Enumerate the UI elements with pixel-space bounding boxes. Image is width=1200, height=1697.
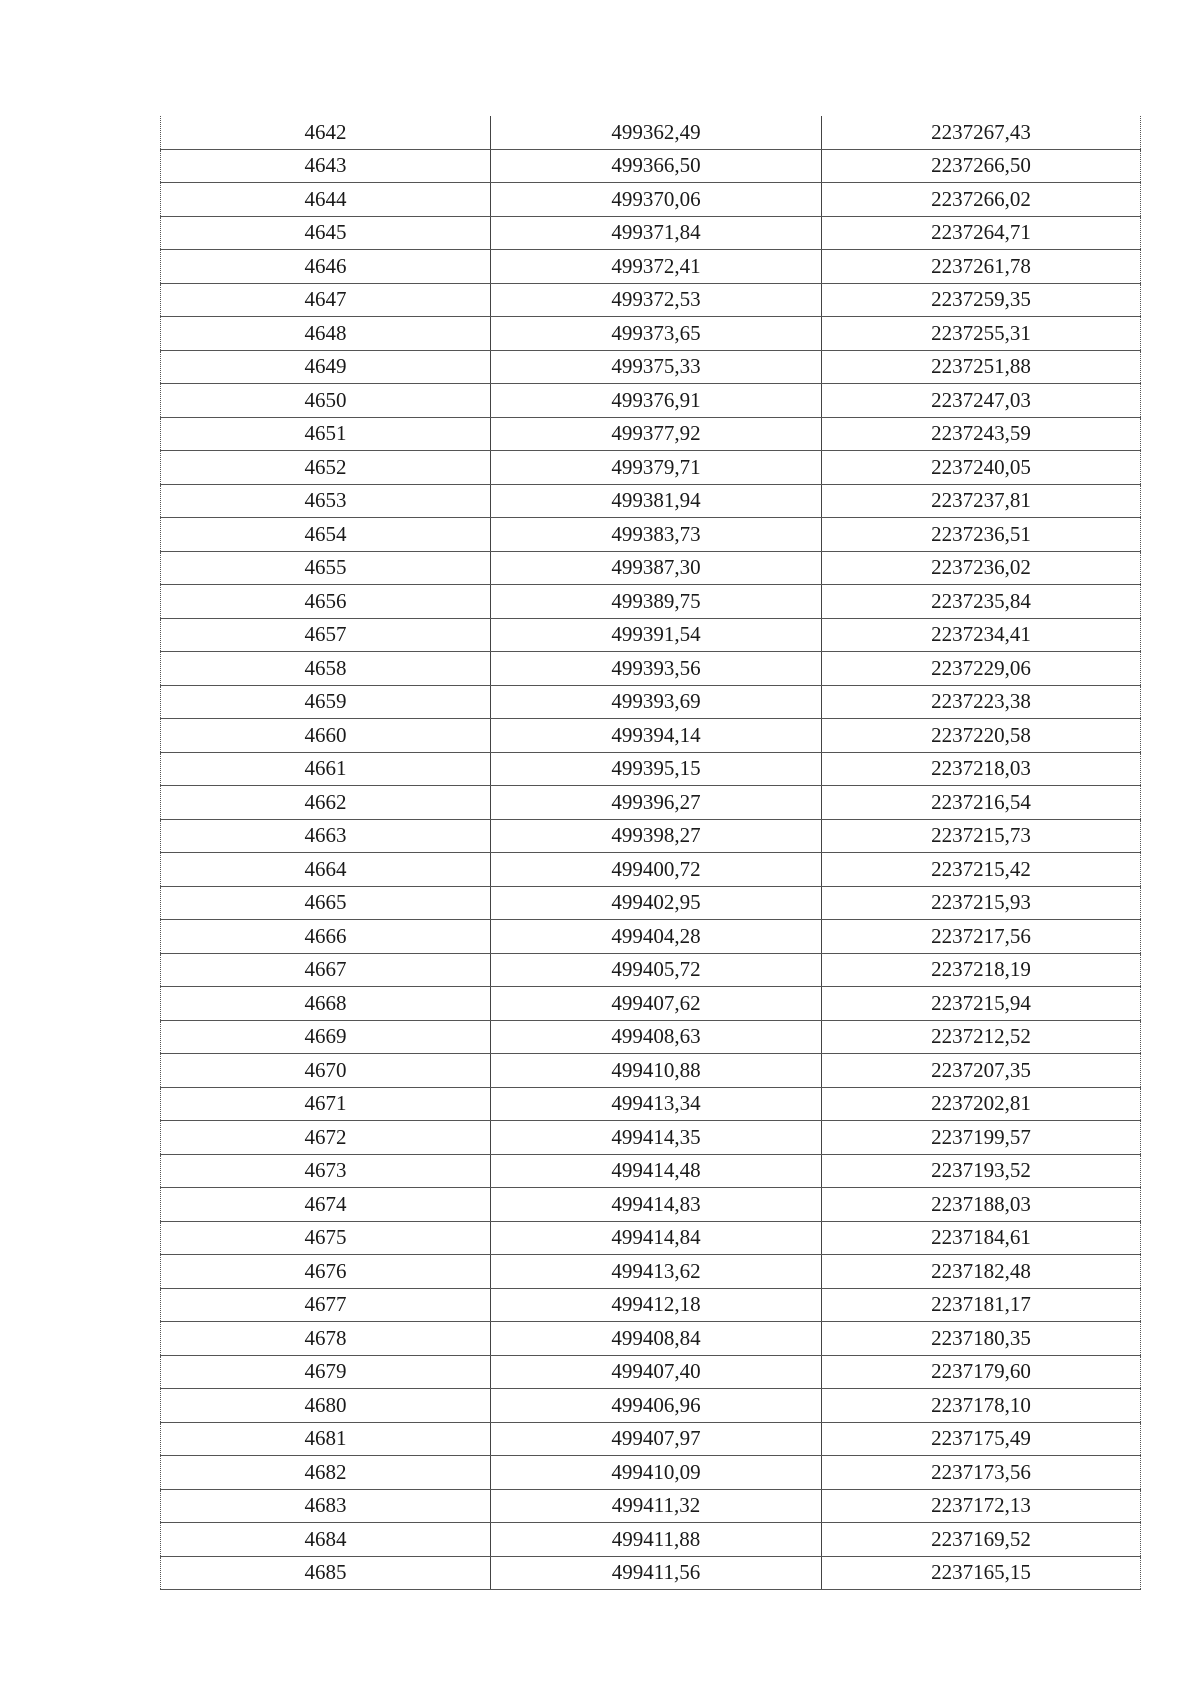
x-coordinate-cell: 499362,49	[491, 116, 822, 149]
y-coordinate-cell: 2237188,03	[822, 1188, 1141, 1222]
table-row	[161, 685, 1141, 719]
y-coordinate-cell: 2237237,81	[822, 484, 1141, 518]
x-coordinate-cell: 499407,62	[491, 987, 822, 1021]
y-coordinate-cell: 2237251,88	[822, 350, 1141, 384]
x-coordinate-cell: 499372,53	[491, 283, 822, 317]
table-row	[161, 350, 1141, 384]
table-row	[161, 451, 1141, 485]
point-number-cell: 4658	[161, 652, 491, 686]
point-number-cell: 4672	[161, 1121, 491, 1155]
point-number-cell: 4675	[161, 1221, 491, 1255]
point-number-cell: 4646	[161, 250, 491, 284]
y-coordinate-cell: 2237172,13	[822, 1489, 1141, 1523]
x-coordinate-cell: 499393,56	[491, 652, 822, 686]
point-number-cell: 4657	[161, 618, 491, 652]
x-coordinate-cell: 499394,14	[491, 719, 822, 753]
y-coordinate-cell: 2237181,17	[822, 1288, 1141, 1322]
x-coordinate-cell: 499402,95	[491, 886, 822, 920]
x-coordinate-cell: 499410,88	[491, 1054, 822, 1088]
y-coordinate-cell: 2237234,41	[822, 618, 1141, 652]
table-row	[161, 551, 1141, 585]
point-number-cell: 4663	[161, 819, 491, 853]
y-coordinate-cell: 2237247,03	[822, 384, 1141, 418]
x-coordinate-cell: 499414,83	[491, 1188, 822, 1222]
point-number-cell: 4659	[161, 685, 491, 719]
y-coordinate-cell: 2237243,59	[822, 417, 1141, 451]
table-row	[161, 250, 1141, 284]
point-number-cell: 4656	[161, 585, 491, 619]
y-coordinate-cell: 2237240,05	[822, 451, 1141, 485]
table-row	[161, 1255, 1141, 1289]
table-row	[161, 1221, 1141, 1255]
y-coordinate-cell: 2237229,06	[822, 652, 1141, 686]
point-number-cell: 4642	[161, 116, 491, 149]
coordinates-table	[160, 116, 1141, 1590]
y-coordinate-cell: 2237173,56	[822, 1456, 1141, 1490]
coordinates-table-body	[161, 116, 1141, 1590]
table-row	[161, 283, 1141, 317]
table-row	[161, 1188, 1141, 1222]
point-number-cell: 4664	[161, 853, 491, 887]
table-row	[161, 652, 1141, 686]
x-coordinate-cell: 499407,40	[491, 1355, 822, 1389]
x-coordinate-cell: 499371,84	[491, 216, 822, 250]
y-coordinate-cell: 2237236,02	[822, 551, 1141, 585]
point-number-cell: 4645	[161, 216, 491, 250]
table-row	[161, 149, 1141, 183]
x-coordinate-cell: 499391,54	[491, 618, 822, 652]
table-row	[161, 417, 1141, 451]
table-row	[161, 116, 1141, 149]
point-number-cell: 4670	[161, 1054, 491, 1088]
point-number-cell: 4678	[161, 1322, 491, 1356]
table-row	[161, 1020, 1141, 1054]
table-row	[161, 1556, 1141, 1590]
x-coordinate-cell: 499381,94	[491, 484, 822, 518]
x-coordinate-cell: 499396,27	[491, 786, 822, 820]
point-number-cell: 4654	[161, 518, 491, 552]
table-row	[161, 953, 1141, 987]
x-coordinate-cell: 499413,34	[491, 1087, 822, 1121]
x-coordinate-cell: 499393,69	[491, 685, 822, 719]
x-coordinate-cell: 499387,30	[491, 551, 822, 585]
x-coordinate-cell: 499408,63	[491, 1020, 822, 1054]
table-row	[161, 618, 1141, 652]
y-coordinate-cell: 2237217,56	[822, 920, 1141, 954]
x-coordinate-cell: 499379,71	[491, 451, 822, 485]
table-row	[161, 1523, 1141, 1557]
y-coordinate-cell: 2237182,48	[822, 1255, 1141, 1289]
y-coordinate-cell: 2237235,84	[822, 585, 1141, 619]
table-row	[161, 819, 1141, 853]
table-row	[161, 1121, 1141, 1155]
table-row	[161, 484, 1141, 518]
table-row	[161, 1054, 1141, 1088]
y-coordinate-cell: 2237179,60	[822, 1355, 1141, 1389]
point-number-cell: 4673	[161, 1154, 491, 1188]
x-coordinate-cell: 499411,32	[491, 1489, 822, 1523]
table-row	[161, 585, 1141, 619]
point-number-cell: 4647	[161, 283, 491, 317]
table-row	[161, 183, 1141, 217]
point-number-cell: 4684	[161, 1523, 491, 1557]
x-coordinate-cell: 499410,09	[491, 1456, 822, 1490]
point-number-cell: 4676	[161, 1255, 491, 1289]
table-row	[161, 1355, 1141, 1389]
y-coordinate-cell: 2237207,35	[822, 1054, 1141, 1088]
x-coordinate-cell: 499370,06	[491, 183, 822, 217]
y-coordinate-cell: 2237193,52	[822, 1154, 1141, 1188]
x-coordinate-cell: 499376,91	[491, 384, 822, 418]
point-number-cell: 4652	[161, 451, 491, 485]
table-row	[161, 886, 1141, 920]
table-row	[161, 786, 1141, 820]
x-coordinate-cell: 499389,75	[491, 585, 822, 619]
x-coordinate-cell: 499413,62	[491, 1255, 822, 1289]
point-number-cell: 4653	[161, 484, 491, 518]
table-row	[161, 1422, 1141, 1456]
point-number-cell: 4649	[161, 350, 491, 384]
y-coordinate-cell: 2237218,19	[822, 953, 1141, 987]
y-coordinate-cell: 2237178,10	[822, 1389, 1141, 1423]
point-number-cell: 4661	[161, 752, 491, 786]
y-coordinate-cell: 2237216,54	[822, 786, 1141, 820]
y-coordinate-cell: 2237202,81	[822, 1087, 1141, 1121]
point-number-cell: 4682	[161, 1456, 491, 1490]
table-row	[161, 853, 1141, 887]
x-coordinate-cell: 499375,33	[491, 350, 822, 384]
table-row	[161, 1389, 1141, 1423]
y-coordinate-cell: 2237218,03	[822, 752, 1141, 786]
x-coordinate-cell: 499411,56	[491, 1556, 822, 1590]
x-coordinate-cell: 499404,28	[491, 920, 822, 954]
table-row	[161, 518, 1141, 552]
x-coordinate-cell: 499366,50	[491, 149, 822, 183]
point-number-cell: 4680	[161, 1389, 491, 1423]
point-number-cell: 4669	[161, 1020, 491, 1054]
y-coordinate-cell: 2237215,93	[822, 886, 1141, 920]
x-coordinate-cell: 499372,41	[491, 250, 822, 284]
y-coordinate-cell: 2237261,78	[822, 250, 1141, 284]
table-row	[161, 920, 1141, 954]
y-coordinate-cell: 2237212,52	[822, 1020, 1141, 1054]
y-coordinate-cell: 2237169,52	[822, 1523, 1141, 1557]
x-coordinate-cell: 499395,15	[491, 752, 822, 786]
point-number-cell: 4683	[161, 1489, 491, 1523]
table-row	[161, 1489, 1141, 1523]
table-row	[161, 752, 1141, 786]
y-coordinate-cell: 2237266,50	[822, 149, 1141, 183]
table-row	[161, 384, 1141, 418]
table-row	[161, 1288, 1141, 1322]
x-coordinate-cell: 499412,18	[491, 1288, 822, 1322]
table-row	[161, 1456, 1141, 1490]
x-coordinate-cell: 499407,97	[491, 1422, 822, 1456]
x-coordinate-cell: 499383,73	[491, 518, 822, 552]
point-number-cell: 4685	[161, 1556, 491, 1590]
point-number-cell: 4665	[161, 886, 491, 920]
point-number-cell: 4671	[161, 1087, 491, 1121]
table-row	[161, 1154, 1141, 1188]
y-coordinate-cell: 2237223,38	[822, 685, 1141, 719]
y-coordinate-cell: 2237259,35	[822, 283, 1141, 317]
y-coordinate-cell: 2237175,49	[822, 1422, 1141, 1456]
y-coordinate-cell: 2237264,71	[822, 216, 1141, 250]
point-number-cell: 4668	[161, 987, 491, 1021]
x-coordinate-cell: 499406,96	[491, 1389, 822, 1423]
x-coordinate-cell: 499414,48	[491, 1154, 822, 1188]
y-coordinate-cell: 2237215,73	[822, 819, 1141, 853]
y-coordinate-cell: 2237220,58	[822, 719, 1141, 753]
y-coordinate-cell: 2237215,94	[822, 987, 1141, 1021]
point-number-cell: 4651	[161, 417, 491, 451]
point-number-cell: 4666	[161, 920, 491, 954]
y-coordinate-cell: 2237215,42	[822, 853, 1141, 887]
table-row	[161, 1322, 1141, 1356]
point-number-cell: 4674	[161, 1188, 491, 1222]
table-row	[161, 987, 1141, 1021]
point-number-cell: 4648	[161, 317, 491, 351]
y-coordinate-cell: 2237180,35	[822, 1322, 1141, 1356]
y-coordinate-cell: 2237267,43	[822, 116, 1141, 149]
x-coordinate-cell: 499398,27	[491, 819, 822, 853]
x-coordinate-cell: 499377,92	[491, 417, 822, 451]
point-number-cell: 4655	[161, 551, 491, 585]
x-coordinate-cell: 499400,72	[491, 853, 822, 887]
point-number-cell: 4643	[161, 149, 491, 183]
x-coordinate-cell: 499373,65	[491, 317, 822, 351]
x-coordinate-cell: 499408,84	[491, 1322, 822, 1356]
y-coordinate-cell: 2237236,51	[822, 518, 1141, 552]
table-row	[161, 1087, 1141, 1121]
x-coordinate-cell: 499414,35	[491, 1121, 822, 1155]
point-number-cell: 4644	[161, 183, 491, 217]
y-coordinate-cell: 2237184,61	[822, 1221, 1141, 1255]
point-number-cell: 4677	[161, 1288, 491, 1322]
y-coordinate-cell: 2237199,57	[822, 1121, 1141, 1155]
table-row	[161, 317, 1141, 351]
point-number-cell: 4662	[161, 786, 491, 820]
point-number-cell: 4650	[161, 384, 491, 418]
table-row	[161, 216, 1141, 250]
table-row	[161, 719, 1141, 753]
point-number-cell: 4660	[161, 719, 491, 753]
y-coordinate-cell: 2237255,31	[822, 317, 1141, 351]
point-number-cell: 4667	[161, 953, 491, 987]
x-coordinate-cell: 499411,88	[491, 1523, 822, 1557]
point-number-cell: 4679	[161, 1355, 491, 1389]
y-coordinate-cell: 2237165,15	[822, 1556, 1141, 1590]
y-coordinate-cell: 2237266,02	[822, 183, 1141, 217]
x-coordinate-cell: 499414,84	[491, 1221, 822, 1255]
x-coordinate-cell: 499405,72	[491, 953, 822, 987]
point-number-cell: 4681	[161, 1422, 491, 1456]
